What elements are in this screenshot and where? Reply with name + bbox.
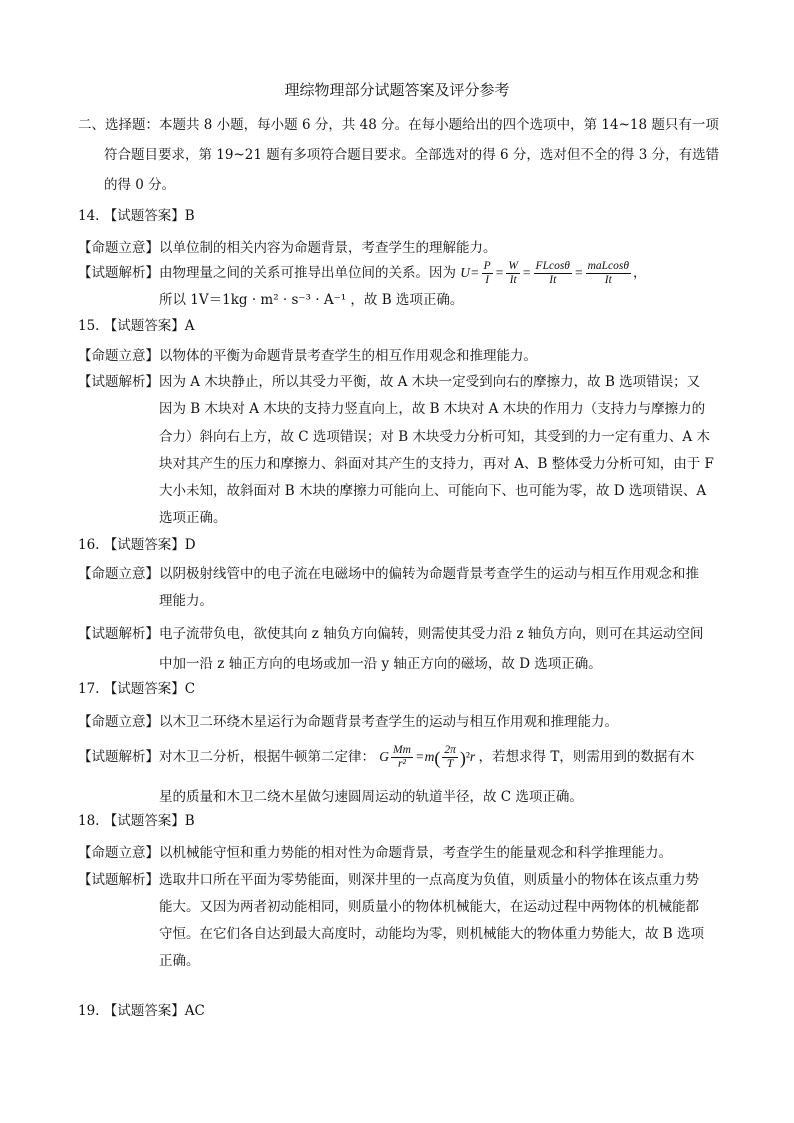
section-intro-line-2: 符合题目要求，第 19~21 题有多项符合题目要求。全部选对的得 6 分，选对但不全的得 3 分，有选错 xyxy=(104,147,720,163)
q18-analysis-line-2: 能大。又因为两者初动能相同，则质量小的物体机械能大，在运动过程中两物体的机械能都 xyxy=(159,899,699,915)
q14-analysis xyxy=(78,258,647,288)
q15-analysis-line-5: 大小未知，故斜面对 B 木块的摩擦力可能向上、可能向下、也可能为零，故 D 选项错误、A xyxy=(159,483,707,499)
section-intro-line-3: 的得 0 分。 xyxy=(104,177,176,193)
q15-analysis-line-6: 选项正确。 xyxy=(159,510,227,526)
page-title: 理综物理部分试题答案及评分参考 xyxy=(284,81,510,99)
q18-analysis-line-3: 守恒。在它们各自达到最大高度时，动能均为零，则机械能大的物体重力势能大，故 B 选项 xyxy=(159,926,705,942)
q14-intent: 【命题立意】以单位制的相关内容为命题背景，考查学生的理解能力。 xyxy=(78,240,497,256)
q14-answer: 14. 【试题答案】B xyxy=(78,208,195,224)
q16-answer: 16. 【试题答案】D xyxy=(78,537,196,553)
q17-analysis-tail: ，若想求得 T，则需用到的数据有木 xyxy=(478,749,695,765)
q18-intent: 【命题立意】以机械能守恒和重力势能的相对性为命题背景，考查学生的能量观念和科学推理能力。 xyxy=(78,845,672,861)
q18-answer: 18. 【试题答案】B xyxy=(78,813,195,829)
q15-analysis-line-1: 【试题解析】因为 A 木块静止，所以其受力平衡，故 A 木块一定受到向右的摩擦力，故 B 选项错误；又 xyxy=(78,374,701,390)
q17-answer: 17. 【试题答案】C xyxy=(78,681,196,697)
section-intro-line-1: 二、选择题：本题共 8 小题，每小题 6 分，共 48 分。在每小题给出的四个选项中，第 14~18 题只有一项 xyxy=(78,117,719,133)
q18-analysis-line-4: 正确。 xyxy=(159,953,200,969)
q15-analysis-line-4: 块对其产生的压力和摩擦力、斜面对其产生的支持力，再对 A、B 整体受力分析可知，由于 F xyxy=(159,456,714,472)
q17-analysis-lead: 【试题解析】对木卫二分析，根据牛顿第二定律： xyxy=(78,749,375,765)
q16-analysis-line-1: 【试题解析】电子流带负电，欲使其向 z 轴负方向偏转，则需使其受力沿 z 轴负方向，则可在其运动空间 xyxy=(78,626,704,642)
q16-intent-line-2: 理能力。 xyxy=(159,593,213,609)
q17-intent: 【命题立意】以木卫二环绕木星运行为命题背景考查学生的运动与相互作用观和推理能力。 xyxy=(78,714,618,730)
q14-analysis-lead: 【试题解析】由物理量之间的关系可推导出单位间的关系。因为 xyxy=(78,265,456,281)
q14-analysis-line-2: 所以 1V＝1kg · m² · s⁻³ · A⁻¹ ，故 B 选项正确。 xyxy=(159,292,464,308)
q15-analysis-line-2: 因为 B 木块对 A 木块的支持力竖直向上，故 B 木块对 A 木块的作用力（支持力与摩擦力的 xyxy=(159,401,706,417)
q18-analysis-line-1: 【试题解析】选取井口所在平面为零势能面，则深井里的一点高度为负值，则质量小的物体在该点重力势 xyxy=(78,872,699,888)
q17-analysis xyxy=(78,742,694,773)
q15-intent: 【命题立意】以物体的平衡为命题背景考查学生的相互作用观念和推理能力。 xyxy=(78,348,537,364)
q17-formula: G $\frac{Mm}{\text{r²}}$ =m( $\frac{2\pi}{T}$ )²r xyxy=(379,744,476,771)
q15-analysis-line-3: 合力）斜向右上方，故 C 选项错误；对 B 木块受力分析可知，其受到的力一定有重力、A 木 xyxy=(159,429,710,445)
q15-answer: 15. 【试题答案】A xyxy=(78,318,195,334)
q16-analysis-line-2: 中加一沿 z 轴正方向的电场或加一沿 y 轴正方向的磁场，故 D 选项正确。 xyxy=(159,656,602,672)
q17-analysis-line-2: 星的质量和木卫二绕木星做匀速圆周运动的轨道半径，故 C 选项正确。 xyxy=(159,789,583,805)
q16-intent-line-1: 【命题立意】以阴极射线管中的电子流在电磁场中的偏转为命题背景考查学生的运动与相互作用观念和推 xyxy=(78,566,699,582)
q14-formula: U= $\frac{P}{I}$ = $\frac{W}{It}$ = $\frac{FLcos\theta}{It}$ = $\frac{\text{maLcosθ}}{It}$ ， xyxy=(460,260,647,287)
q19-answer: 19. 【试题答案】AC xyxy=(78,1003,205,1019)
